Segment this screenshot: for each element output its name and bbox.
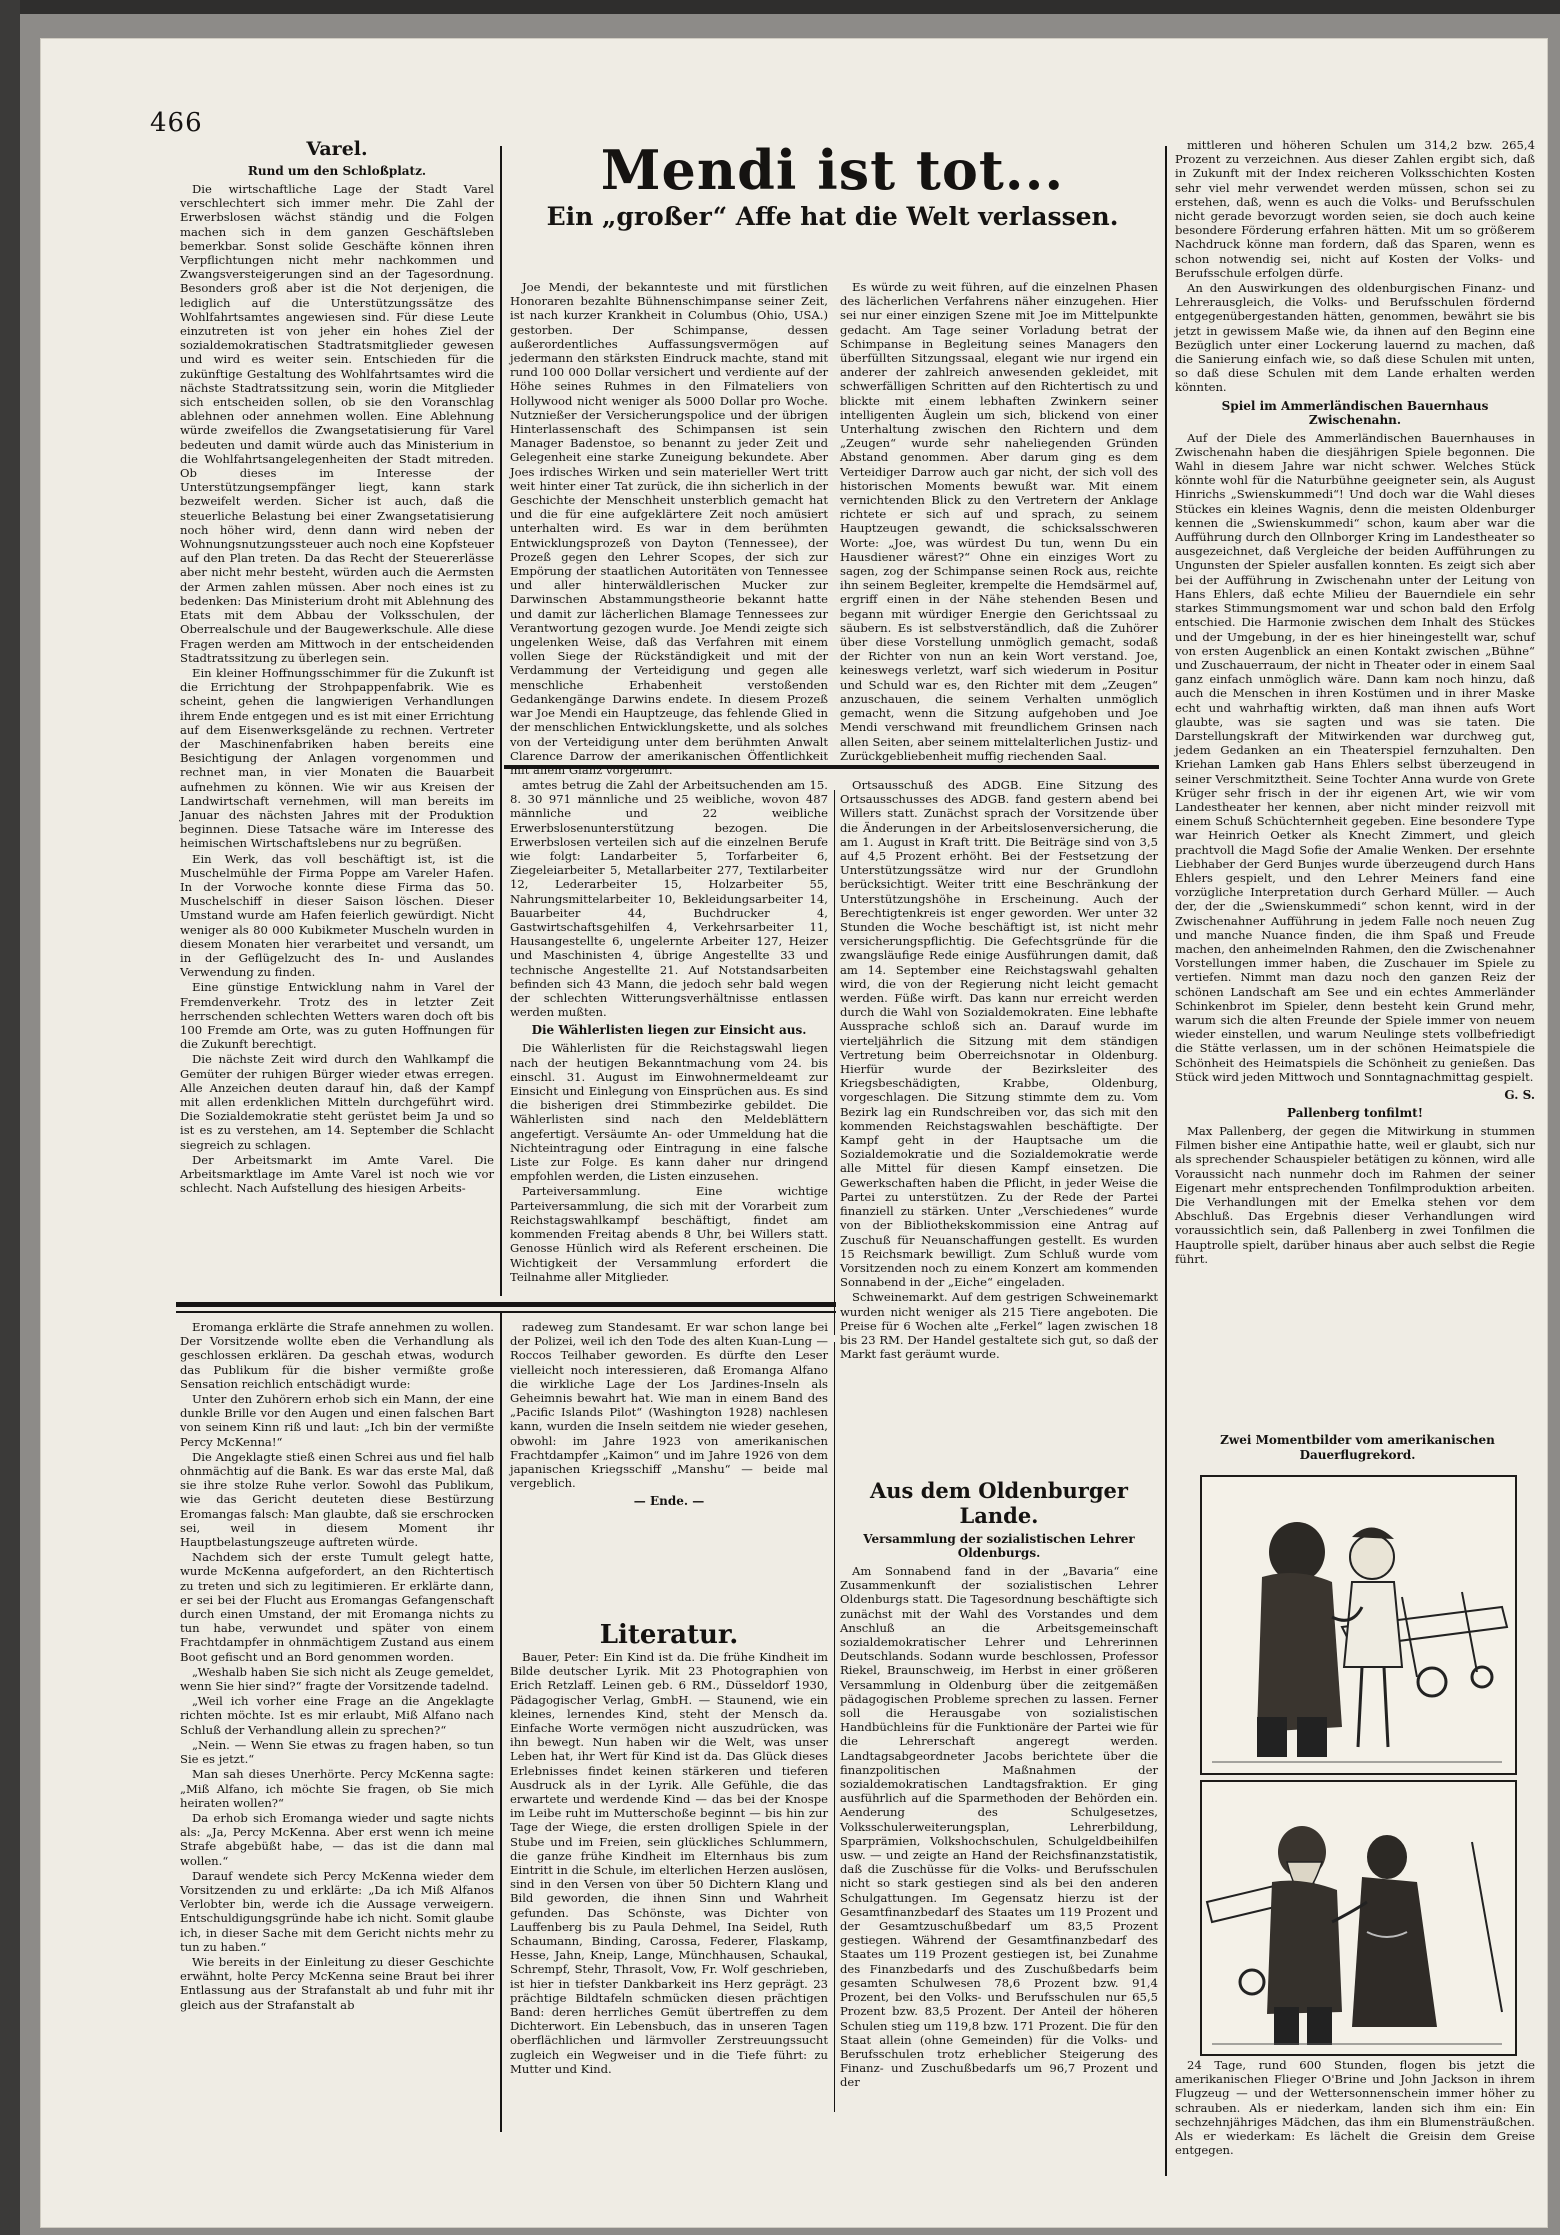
mendi-subheadline: Ein „großer“ Affe hat die Welt verlassen.	[546, 202, 1119, 231]
literature-column	[510, 1620, 828, 2140]
story-paragraph: Nachdem sich der erste Tumult gelegt hatte, wurde McKenna aufgefordert, an den Richtertisch zu treten und sich zu legitimieren. Er erklärte dann, er sei bei der Flucht aus Eromangas Gefangenschaft durch einen Umstand, der mit Eromanga nichts zu tun habe, verwundet und später von einem Frachtdampfer in ohnmächtigem Zustand aus einem Boot gefischt und an Bord genommen worden.	[180, 1550, 494, 1664]
mendi-headline: Mendi ist tot...	[600, 138, 1065, 202]
story-end-mark: — Ende. —	[633, 1494, 705, 1509]
story-paragraph: Da erhob sich Eromanga wieder und sagte nichts als: „Ja, Percy McKenna. Aber erst wenn ich meine Strafe abgebüßt habe, — das ist die dann mal wollen.“	[180, 1810, 494, 1868]
section-divider-thin	[176, 1311, 836, 1313]
photo-caption-block	[1175, 2058, 1535, 2176]
varel-article	[180, 138, 494, 1298]
party-meeting-text: Parteiversammlung. Eine wichtige Parteiversammlung, die sich mit der Vorarbeit zum Reichstagswahlkampf beschäftigt, findet am kommenden Freitag abends 8 Uhr, bei Willers statt. Genosse Hünlich wird als Referent erscheinen. Die Wichtigkeit der Versammlung erfordert die Teilnahme aller Mitglieder.	[510, 1184, 828, 1284]
photo-caption: 24 Tage, rund 600 Stunden, flogen bis jetzt die amerikanischen Flieger O'Brine und John Jackson in ihrem Flugzeug — und der Wettersonnenschein immer höher zu schrauben. Als er niederkam, landen sich ihm ein: Ein sechzehnjähriges Mädchen, das ihm ein Blumensträußchen. Als er wiederkam: Es lächelt die Greisin dem Greise entgegen.	[1175, 2058, 1535, 2158]
story-paragraph: Die Angeklagte stieß einen Schrei aus und fiel halb ohnmächtig auf die Bank. Es war das erste Mal, daß sie ihre stolze Ruhe verlor. Sowohl das Publikum, wie das Gericht deuteten diese Bestürzung Eromangas falsch: Man glaubte, daß sie erschrocken sei, weil in diesem Moment ihr Hauptbelastungszeuge auftreten würde.	[180, 1449, 494, 1550]
literature-text: Bauer, Peter: Ein Kind ist da. Die frühe Kindheit im Bilde deutscher Lyrik. Mit 23 Photographien von Erich Retzlaff. Leinen geb. 6 RM., Düsseldorf 1930, Pädagogischer Verlag, GmbH. — Staunend, wie ein kleines, lernendes Kind, steht der Mensch da. Einfache Worte vermögen nicht auszudrücken, was ihn bewegt. Nun haben wir die Welt, was unser Leben hat, ihr Wert für Kind ist da. Das Glück dieses Erlebnisses findet keinen stärkeren und tieferen Ausdruck als in der Lyrik. Alle Gefühle, die das erwartete und werdende Kind — das bei der Knospe im Leibe ruht im Mutterschoße beginnt — bis hin zur Tage der Wiege, die ersten drolligen Spiele in der Stube und im Freien, sein glückliches Schlummern, die ganze frühe Kindheit im Elternhaus bis zum Eintritt in die Schule, im elterlichen Herzen auslösen, sind in den Versen von über 50 Dichtern Klang und Bild geworden, die ihnen Sinn und Wahrheit gefunden. Das Schönste, was Dichter von Lauffenberg bis zu Paula Dehmel, Ina Seidel, Ruth Schaumann, Binding, Carossa, Federer, Flaskamp, Hesse, Jahn, Kneip, Lange, Münchhausen, Schaukal, Schrempf, Stehr, Thrasolt, Vow, Fr. Wolf geschrieben, ist hier in tiefster Dankbarkeit ins Herz geprägt. 23 prächtige Bildtafeln schmücken diesen prächtigen Band: deren herrliches Gemüt übertreffen zu dem Dichterwort. Ein Lebensbuch, das in unseren Tagen oberflächlichen und lärmvoller Zerstreuungssucht zugleich ein Wegweiser und in die Tiefe führt: zu Mutter und Kind.	[510, 1650, 828, 2076]
mendi-text: Joe Mendi, der bekannteste und mit fürstlichen Honoraren bezahlte Bühnenschimpanse seiner Zeit, ist nach kurzer Krankheit in Columbus (Ohio, USA.) gestorben. Der Schimpanse, dessen außerordentliches Auffassungsvermögen auf jedermann den stärksten Eindruck machte, stand mit rund 100 000 Dollar versichert und verdiente auf der Höhe seines Ruhmes in den Filmateliers von Hollywood nicht weniger als 5000 Dollar pro Woche. Nutznießer der Versicherungspolice und der übrigen Hinterlassenschaft des Schimpansen ist sein Manager Badenstoe, so benannt zu jeder Zeit und Gelegenheit eine starke Zuneigung bekundete. Aber Joes irdisches Wirken und sein materieller Wert tritt weit hinter einer Tat zurück, die ihn sicherlich in der Geschichte der Menschheit unsterblich gemacht hat und die für eine aufgeklärtere Zeit noch amüsiert unterhalten wird. Es war in dem berühmten Entwicklungsprozeß von Dayton (Tennessee), der Prozeß gegen den Lehrer Scopes, der sich zur Empörung der staatlichen Autoritäten von Tennessee und aller hinterwäldlerischen Mucker zur Darwinschen Abstammungstheorie bekannt hatte und damit zur lächerlichen Blamage Tennessees zur Verantwortung gezogen wurde. Joe Mendi zeigte sich ungelenken Weise, daß das Verfahren mit einem vollen Siege der Rückständigkeit und mit der Verdammung der Verteidigung und gegen alle menschliche Erhabenheit verstoßenden Gedankengänge Darwins endete. In diesem Prozeß war Joe Mendi ein Hauptzeuge, das fehlende Glied in der menschlichen Entwicklungskette, und als solches von der Verteidigung unter dem berühmten Anwalt Clarence Darrow der amerikanischen Öffentlichkeit mit allem Glanz vorgeführt.	[510, 280, 828, 777]
story-paragraph: Wie bereits in der Einleitung zu dieser Geschichte erwähnt, holte Percy McKenna seine Braut bei ihrer Entlassung aus der Strafanstalt ab und fuhr mit ihr gleich aus der Strafanstalt ab	[180, 1954, 494, 2012]
story-paragraph: Darauf wendete sich Percy McKenna wieder dem Vorsitzenden zu und erklärte: „Da ich Miß Alfanos Verlobter bin, werde ich die Aussage verweigern. Entschuldigungsgründe habe ich nicht. Somit glaube ich, in dieser Sache mit dem Gericht nichts mehr zu tun zu haben.“	[180, 1868, 494, 1954]
section-divider	[176, 1302, 836, 1307]
varel-paragraph: Eine günstige Entwicklung nahm in Varel der Fremdenverkehr. Trotz des in letzter Zeit herrschenden schlechten Wetters waren doch oft bis 100 Fremde am Orte, was zu guten Hoffnungen für die Zukunft berechtigt.	[180, 980, 494, 1052]
labor-market-text: amtes betrug die Zahl der Arbeitsuchenden am 15. 8. 30 971 männliche und 25 weibliche, wovon 487 männliche und 22 weibliche Erwerbslosenunterstützung bezogen. Die Erwerbslosen verteilen sich auf die einzelnen Berufe wie folgt: Landarbeiter 5, Torfarbeiter 6, Ziegeleiarbeiter 5, Metallarbeiter 277, Textilarbeiter 12, Lederarbeiter 15, Holzarbeiter 55, Nahrungsmittelarbeiter 10, Bekleidungsarbeiter 14, Bauarbeiter 44, Buchdrucker 4, Gastwirtschaftsgehilfen 4, Verkehrsarbeiter 11, Hausangestellte 6, ungelernte Arbeiter 127, Heizer und Maschinisten 4, übrige Angestellte 33 und technische Angestellte 21. Auf Notstandsarbeiten befinden sich 43 Mann, die jedoch sehr bald wegen der schlechten Witterungsverhältnisse entlassen werden mußten.	[510, 778, 828, 1020]
story-paragraph: Eromanga erklärte die Strafe annehmen zu wollen. Der Vorsitzende wollte eben die Verhandlung als geschlossen erklären. Da geschah etwas, wodurch das Publikum für die bisher vermißte große Sensation reichlich entschädigt wurde:	[180, 1320, 494, 1391]
story-paragraph: Unter den Zuhörern erhob sich ein Mann, der eine dunkle Brille vor den Augen und einen falschen Bart von seinem Kinn riß und laut: „Ich bin der vermißte Percy McKenna!“	[180, 1392, 494, 1449]
aviators-greeting-illustration	[1202, 1782, 1515, 2054]
story-paragraph: Man sah dieses Unerhörte. Percy McKenna sagte: „Miß Alfano, ich möchte Sie fragen, ob Sie mich heiraten wollen?“	[180, 1767, 494, 1810]
mendi-headline-block	[510, 138, 1155, 278]
scanner-edge-top	[20, 0, 1560, 14]
story-paragraph: „Nein. — Wenn Sie etwas zu fragen haben, so tun Sie es jetzt.“	[180, 1737, 494, 1767]
varel-paragraph: Ein Werk, das voll beschäftigt ist, ist die Muschelmühle der Firma Poppe am Vareler Hafen. In der Vorwoche konnte diese Firma das 50. Muschelschiff in dieser Saison löschen. Dieser Umstand wurde am Hafen feierlich gewürdigt. Nicht weniger als 80 000 Kubikmeter Muscheln wurden in diesem Monaten hier verarbeitet und versandt, um in der Geflügelzucht des In- und Auslandes Verwendung zu finden.	[180, 851, 494, 980]
oldenburg-text: Am Sonnabend fand in der „Bavaria“ eine Zusammenkunft der sozialistischen Lehrer Oldenburgs statt. Die Tagesordnung beschäftigte sich zunächst mit der Wahl des Vorstandes und dem Anschluß an die Arbeitsgemeinschaft sozialdemokratischer Lehrer und Lehrerinnen Deutschlands. Sodann wurde beschlossen, Professor Riekel, Braunschweig, im Herbst in einer größeren Versammlung in Oldenburg über die zeitgemäßen pädagogischen Probleme sprechen zu lassen. Ferner soll die Herausgabe von sozialistischen Handbüchleins für die Funktionäre der Partei wie für die Lehrerschaft angeregt werden. Landtagsabgeordneter Jacobs berichtete über die finanzpolitischen Maßnahmen der sozialdemokratischen Landtagsfraktion. Er ging ausführlich auf die Sparmethoden der Behörden ein. Aenderung des Schulgesetzes, Volksschulerweiterungsplan, Lehrerbildung, Sparprämien, Volkshochschulen, Schulgeldbeihilfen usw. — und zeigte an Hand der Reichsfinanzstatistik, daß die Zuschüsse für die Volks- und Berufsschulen nicht so stark gestiegen sind als bei den anderen Schulgattungen. Im Gegensatz hierzu ist der Gesamtfinanzbedarf des Staates um 119 Prozent und der Gesamtzuschußbedarf um 83,5 Prozent gestiegen. Während der Gesamtfinanzbedarf des Staates um 119 Prozent gestiegen ist, bei Zunahme des Finanzbedarfs und des Zuschußbedarfs beim gesamten Schulwesen 78,6 Prozent bzw. 91,4 Prozent, bei den Volks- und Berufsschulen nur 65,5 Prozent bzw. 83,5 Prozent. Der Anteil der höheren Schulen stieg um 119,8 bzw. 171 Prozent. Die für den Staat allein (ohne Gemeinden) für die Volks- und Berufsschulen trotz erheblicher Steigerung des Finanz- und Zuschußbedarfs um 96,7 Prozent und der	[840, 1564, 1158, 2090]
column-rule-right	[1165, 146, 1167, 2176]
mendi-body-right	[840, 280, 1158, 762]
varel-market-paragraph: Der Arbeitsmarkt im Amte Varel. Die Arbeitsmarktlage im Amte Varel ist noch wie vor schlecht. Nach Aufstellung des hiesigen Arbeits-	[180, 1152, 494, 1196]
varel-subtitle: Rund um den Schloßplatz.	[247, 164, 427, 178]
column-rule-left	[500, 146, 502, 1296]
school-finance-text: mittleren und höheren Schulen um 314,2 bzw. 265,4 Prozent zu verzeichnen. Aus dieser Zahlen ergibt sich, daß in Zukunft mit der Index reicheren Volksschichten Kosten sehr viel mehr verwendet werden müssen, schon sei zu erstehen, daß, wenn es auch die Volks- und Berufsschulen nicht gerade bevorzugt worden seien, sie doch auch keine besondere Förderung erfahren hätten. Mit um so größerem Nachdruck könne man fordern, daß das Sparen, wenn es schon notwendig sei, nicht auf Kosten der Volks- und Berufsschule erfolgen dürfe.	[1175, 138, 1535, 280]
column-rule-mid	[834, 790, 835, 1335]
oldenburg-subtitle: Versammlung der sozialistischen Lehrer Oldenburgs.	[863, 1532, 1135, 1560]
photo-title-block	[1180, 1433, 1535, 1471]
adgb-column	[840, 778, 1158, 1362]
mendi-body-left	[510, 280, 828, 777]
spiel-text: Auf der Diele des Ammerländischen Bauernhauses in Zwischenahn haben die diesjährigen Spiele begonnen. Die Wahl in diesem Jahre war nicht schwer. Welches Stück könnte wohl für die Naturbühne geeigneter sein, als August Hinrichs „Swienskummedi“! Und doch war die Wahl dieses Stückes ein kleines Wagnis, denn die meisten Oldenburger kennen die „Swienskummedi“ schon, kaum aber war die Aufführung durch den Ollnborger Kring im Landestheater so ausgezeichnet, daß Vergleiche der beiden Aufführungen zu Ungunsten der Spieler ausfallen konnten. Es zeigt sich aber bei der Aufführung in Zwischenahn unter der Leitung von Hans Ehlers, daß echte Milieu der Bauerndiele ein sehr starkes Stimmungsmoment war und schon bald den Erfolg entschied. Die Harmonie zwischen dem Inhalt des Stückes und der Umgebung, in der es hier hineingestellt war, schuf von ersten Augenblick an einen Kontakt zwischen „Bühne“ und Zuschauerraum, der nicht in Theater oder in einem Saal ganz einfach unmöglich wäre. Dann kam noch hinzu, daß auch die Menschen in ihren Kostümen und in ihrer Maske echt und wahrhaftig wirkten, daß man ihnen aufs Wort glaubte, was sie sagten und was sie taten. Die Darstellungskraft der Mitwirkenden war durchweg gut, jedem Gedanken an ein Theaterspiel fernzuhalten. Den Kriehan Lamken gab Hans Ehlers selbst überzeugend in seiner Verschmitztheit. Seine Tochter Anna wurde von Grete Krüger sehr frisch in der ihr eigenen Art, wie wir vom Landestheater her kennen, aber nicht minder reizvoll mit einem Schuß Schüchternheit gegeben. Eine besondere Type war Heinrich Oetker als Knecht Zimmert, und gleich prachtvoll die Magd Sofie der Amalie Wenken. Der ersehnte Liebhaber der Gerd Bunjes wurde überzeugend durch Hans Ehlers gespielt, und den Lehrer Meiners fand eine vorzügliche Interpretation durch Gerhard Müller. — Auch der, der die „Swienskummedi“ schon kennt, wird in der Zwischenahner Aufführung in jedem Falle noch neuen Zug und manche Nuance finden, die ihm Spaß und Freude machen, den anheimelnden Rahmen, den die Zwischenahner Vorstellungen immer haben, die Zuschauer im Spiele zu vertiefen. Nimmt man dazu noch den ganzen Reiz der schönen Landschaft am See und ein echtes Ammerländer Schinkenbrot im Spieler, denn besteht kein Grund mehr, warum sich die alten Freunde der Spiele immer von neuem wieder einstellen, und warum Neulinge stets vollbefriedigt die Stätte verlassen, um in der schönen Heimatspiele die Schönheit des Heimatspiels die Schönheit zu genießen. Das Stück wird jeden Mittwoch und Sonntagnachmittag gespielt.	[1175, 430, 1535, 1084]
page-number: 466	[150, 108, 203, 138]
varel-title: Varel.	[306, 138, 368, 160]
story-end-column	[510, 1320, 828, 1610]
voter-lists-text: Die Wählerlisten für die Reichstagswahl liegen nach der heutigen Bekanntmachung vom 24. bis einschl. 31. August im Einwohnermeldeamt zur Einsicht und Einlegung von Einsprüchen aus. Es sind die bisherigen drei Stimmbezirke gebildet. Die Wählerlisten sind nach den Meldeblättern angefertigt. Versäumte An- oder Ummeldung hat die Nichteintragung oder Eintragung in eine falsche Liste zur Folge. Es kann daher nur dringend empfohlen werden, die Listen einzusehen.	[510, 1041, 828, 1184]
pig-market-text: Schweinemarkt. Auf dem gestrigen Schweinemarkt wurden nicht weniger als 215 Tiere angeboten. Die Preise für 6 Wochen alte „Ferkel“ lagen zwischen 18 bis 23 RM. Der Handel gestaltete sich gut, so daß der Markt fast geräumt wurde.	[840, 1290, 1158, 1362]
mendi-text: Es würde zu weit führen, auf die einzelnen Phasen des lächerlichen Verfahrens näher einzugehen. Hier sei nur einer einzigen Szene mit Joe im Mittelpunkte gedacht. Am Tage seiner Vorladung betrat der Schimpanse in Begleitung seines Managers den überfüllten Sitzungssaal, elegant wie nur irgend ein anderer der zahlreich anwesenden gekleidet, mit schwerfälligen Schritten auf den Richtertisch zu und blickte mit einem lebhaften Zwinkern seiner intelligenten Äuglein um sich, blickend von einer Unterhaltung zwischen den Richtern und dem „Zeugen“ wurde sehr naheliegenden Gründen Abstand genommen. Aber darum ging es dem Verteidiger Darrow auch gar nicht, der sich voll des historischen Moments bewußt war. Mit einem vernichtenden Blick zu den Vertretern der Anklage richtete er sich auf und sprach, zu seinem Hauptzeugen gewandt, die schicksalsschweren Worte: „Joe, was würdest Du tun, wenn Du ein Hausdiener wärest?“ Ohne ein einziges Wort zu sagen, zog der Schimpanse seinen Rock aus, reichte ihn seinem Begleiter, krempelte die Hemdsärmel auf, ergriff einen in der Nähe stehenden Besen und begann mit würdiger Energie den Gerichtssaal zu säubern. Es ist selbstverständlich, daß die Zuhörer über diese Vorstellung unmöglich gemacht, sodaß der Richter von nun an kein Wort verstand. Joe, keineswegs verletzt, warf sich wiederum in Positur und Schuld war es, den Richter mit dem „Zeugen“ anzuschauen, die seinem Verhalten unmöglich gemacht, wenn die Sitzung aufgehoben und Joe Mendi verschwand mit freundlichem Grinsen nach allen Seiten, aber seinem mittelalterlichen Justiz- und Zurückgebliebenheit muffig riechenden Saal.	[840, 280, 1158, 763]
column-rule-lit	[834, 1342, 835, 2112]
story-paragraph: „Weil ich vorher eine Frage an die Angeklagte richten möchte. Ist es mir erlaubt, Miß Alfano nach Schluß der Verhandlung allein zu sprechen?“	[180, 1694, 494, 1737]
story-continuation: radeweg zum Standesamt. Er war schon lange bei der Polizei, weil ich den Tode des alten Kuan-Lung — Roccos Teilhaber geworden. Es dürfte den Leser vielleicht noch interessieren, daß Eromanga Alfano die wirkliche Lage der Los Jardines-Inseln als Geheimnis bewahrt hat. Wie man in einem Band des „Pacific Islands Pilot“ (Washington 1928) nachlesen kann, wurden die Inseln seitdem nie wieder gesehen, obwohl: im Jahre 1923 von amerikanischen Frachtdampfer „Kaimon“ und im Jahre 1926 von dem japanischen Kriegsschiff „Manshu“ — beide mal vergeblich.	[510, 1320, 828, 1491]
school-finance-text: An den Auswirkungen des oldenburgischen Finanz- und Lehrerausgleich, die Volks- und Berufsschulen fördernd entgegenübergestanden hätten, genommen, bewährt sie bis jetzt in gewissem Maße wie, da ihnen auf den Beginn eine Bezüglich unter einer Lockerung lauernd zu machen, daß die Sanierung einfach wie, so daß diese Schulen mit unten, so daß diese Schulen mit dem Lande erhalten werden könnten.	[1175, 281, 1535, 395]
newspaper-page	[40, 38, 1548, 2228]
aviators-embracing-illustration	[1202, 1477, 1515, 1773]
adgb-text: Ortsausschuß des ADGB. Eine Sitzung des Ortsausschusses des ADGB. fand gestern abend bei Willers statt. Zunächst sprach der Vorsitzende über die Änderungen in der Arbeitslosenversicherung, die am 1. August in Kraft tritt. Die Beiträge sind von 3,5 auf 4,5 Prozent erhöht. Bei der Festsetzung der Unterstützungssätze wird nur der Grundlohn berücksichtigt. Weiter tritt eine Beschränkung der Unterstützungshöhe in Erscheinung. Auch der Berechtigtenkreis ist enger geworden. Wer unter 32 Stunden die Woche beschäftigt ist, ist nicht mehr versicherungspflichtig. Die Gefechtsgründe für die zwangsläufige Rede einige Ausführungen damit, daß am 14. September eine Reichstagswahl gehalten wird, die von der Regierung nicht leicht gemacht werden. Füße wirft. Das kann nur erreicht werden durch die Wahl von Sozialdemokraten. Eine lebhafte Aussprache schloß sich an. Darauf wurde im vierteljährlich die Sitzung mit dem ständigen Vertretung beim Oberreichsnotar in Oldenburg. Hierfür wurde der Bezirksleiter des Kriegsbeschädigten, Krabbe, Oldenburg, vorgeschlagen. Die Sitzung stimmte dem zu. Vom Bezirk lag ein Rundschreiben vor, das sich mit den kommenden Reichstagswahlen beschäftigte. Der Kampf geht in der Hauptsache um die Sozialdemokratie und die Sozialdemokratie werde alle Mittel für diesen Kampf einsetzen. Die Gewerkschaften haben die Pflicht, in jeder Weise die Partei zu unterstützen. Zu der Rede der Partei finanziell zu stärken. Unter „Verschiedenes“ wurde von der Bibliothekskommission eine Antrag auf Zuschuß für Neuanschaffungen gestellt. Es wurden 15 Reichsmark bewilligt. Zum Schluß wurde vom Vorsitzenden noch zu einem Konzert am kommenden Sonnabend in der „Eiche“ eingeladen.	[840, 778, 1158, 1290]
story-paragraph: „Weshalb haben Sie sich nicht als Zeuge gemeldet, wenn Sie hier sind?“ fragte der Vorsitzende tadelnd.	[180, 1664, 494, 1694]
varel-paragraph: Die wirtschaftliche Lage der Stadt Varel verschlechtert sich immer mehr. Die Zahl der Erwerbslosen wächst ständig und die Folgen machen sich in dem ganzen Geschäftsleben bemerkbar. Sonst solide Geschäfte können ihren Verpflichtungen nicht mehr nachkommen und Zwangsversteigerungen sind an der Tagesordnung. Besonders groß aber ist die Not derjenigen, die lediglich auf die Unterstützungssätze des Wohlfahrtsamtes angewiesen sind. Für diese Leute einzutreten ist von jeher ein hohes Ziel der sozialdemokratischen Stadtratsmitglieder gewesen und wird es weiter sein. Entschieden für die zukünftige Gestaltung des Wohlfahrtsamtes wird die nächste Stadtratssitzung sein, worin die Mitglieder sich entscheiden sollen, ob sie den Voranschlag ablehnen oder annehmen wollen. Eine Ablehnung würde zweifellos die Zwangsetatisierung für Varel bedeuten und damit würde auch das Ministerium in die Wohlfahrtsangelegenheiten der Stadt mitreden. Ob dieses im Interesse der Unterstützungsempfänger liegt, kann stark bezweifelt werden. Sicher ist auch, daß die steuerliche Belastung bei einer Zwangsetatisierung noch höher wird, denn dann wird neben der Wohnungsnutzungssteuer auch noch eine Kopfsteuer auf den Plan treten. Da das Recht der Steuererlässe aber nicht mehr besteht, würden auch die Aermsten der Armen zahlen müssen. Aber noch eines ist zu bedenken: Das Ministerium droht mit Ablehnung des Etats mit dem Abbau der Volksschulen, der Oberrealschule und der Baugewerkschule. Alle diese Fragen werden am Mittwoch in der entscheidenden Stadtratssitzung zu überlegen sein.	[180, 182, 494, 665]
aviator-photo-1	[1200, 1475, 1517, 1775]
column-rule-bottom-left	[500, 1312, 502, 2132]
scanner-edge-left	[0, 0, 20, 2235]
labor-market-column	[510, 778, 828, 1298]
varel-paragraph: Die nächste Zeit wird durch den Wahlkampf die Gemüter der ruhigen Bürger wieder etwas erregen. Alle Anzeichen deuten darauf hin, daß der Kampf mit allen erdenklichen Mitteln durchgeführt wird. Die Sozialdemokratie steht gerüstet beim Ja und so ist es zu verstehen, am 14. September die Schlacht siegreich zu schlagen.	[180, 1052, 494, 1152]
spiel-signature: G. S.	[1504, 1088, 1535, 1102]
photo-title: Zwei Momentbilder vom amerikanischen Dauerflugrekord.	[1220, 1433, 1495, 1462]
literature-title: Literatur.	[599, 1620, 739, 1650]
eromanga-story	[180, 1320, 494, 2140]
aviator-photo-2	[1200, 1780, 1517, 2056]
oldenburg-title: Aus dem Oldenburger Lande.	[870, 1478, 1128, 1528]
varel-paragraph: Ein kleiner Hoffnungsschimmer für die Zukunft ist die Errichtung der Strohpappenfabrik. Wie es scheint, gehen die langwierigen Verhandlungen ihrem Ende entgegen und es ist mit einer Errichtung auf dem Eisenwerksgelände zu rechnen. Vertreter der Maschinenfabriken haben bereits eine Besichtigung der Anlagen vorgenommen und rechnet man, in vier Monaten die Bauarbeit aufnehmen zu können. Wie wir aus Kreisen der Landwirtschaft vernehmen, will man bereits im Januar des nächsten Jahres mit der Produktion beginnen. Diese Tatsache wäre im Interesse des heimischen Wirtschaftslebens nur zu begrüßen.	[180, 665, 494, 851]
pallenberg-title: Pallenberg tonfilmt!	[1287, 1106, 1423, 1120]
right-column-text	[1175, 138, 1535, 1266]
oldenburg-column	[840, 1478, 1158, 2143]
voter-lists-title: Die Wählerlisten liegen zur Einsicht aus.	[531, 1023, 807, 1038]
spiel-title: Spiel im Ammerländischen Bauernhaus Zwischenahn.	[1221, 398, 1489, 427]
pallenberg-text: Max Pallenberg, der gegen die Mitwirkung in stummen Filmen bisher eine Antipathie hatte, weil er glaubt, sich nur als sprechender Schauspieler betätigen zu können, wird alle Voraussicht nach nunmehr doch im Rahmen der seiner Eigenart mehr entsprechenden Tonfilmproduktion arbeiten. Die Verhandlungen mit der Emelka stehen vor dem Abschluß. Das Ergebnis dieser Verhandlungen wird voraussichtlich sein, daß Pallenberg in zwei Tonfilmen die Hauptrolle spielt, darüber hinaus aber auch selbst die Regie führt.	[1175, 1124, 1535, 1266]
